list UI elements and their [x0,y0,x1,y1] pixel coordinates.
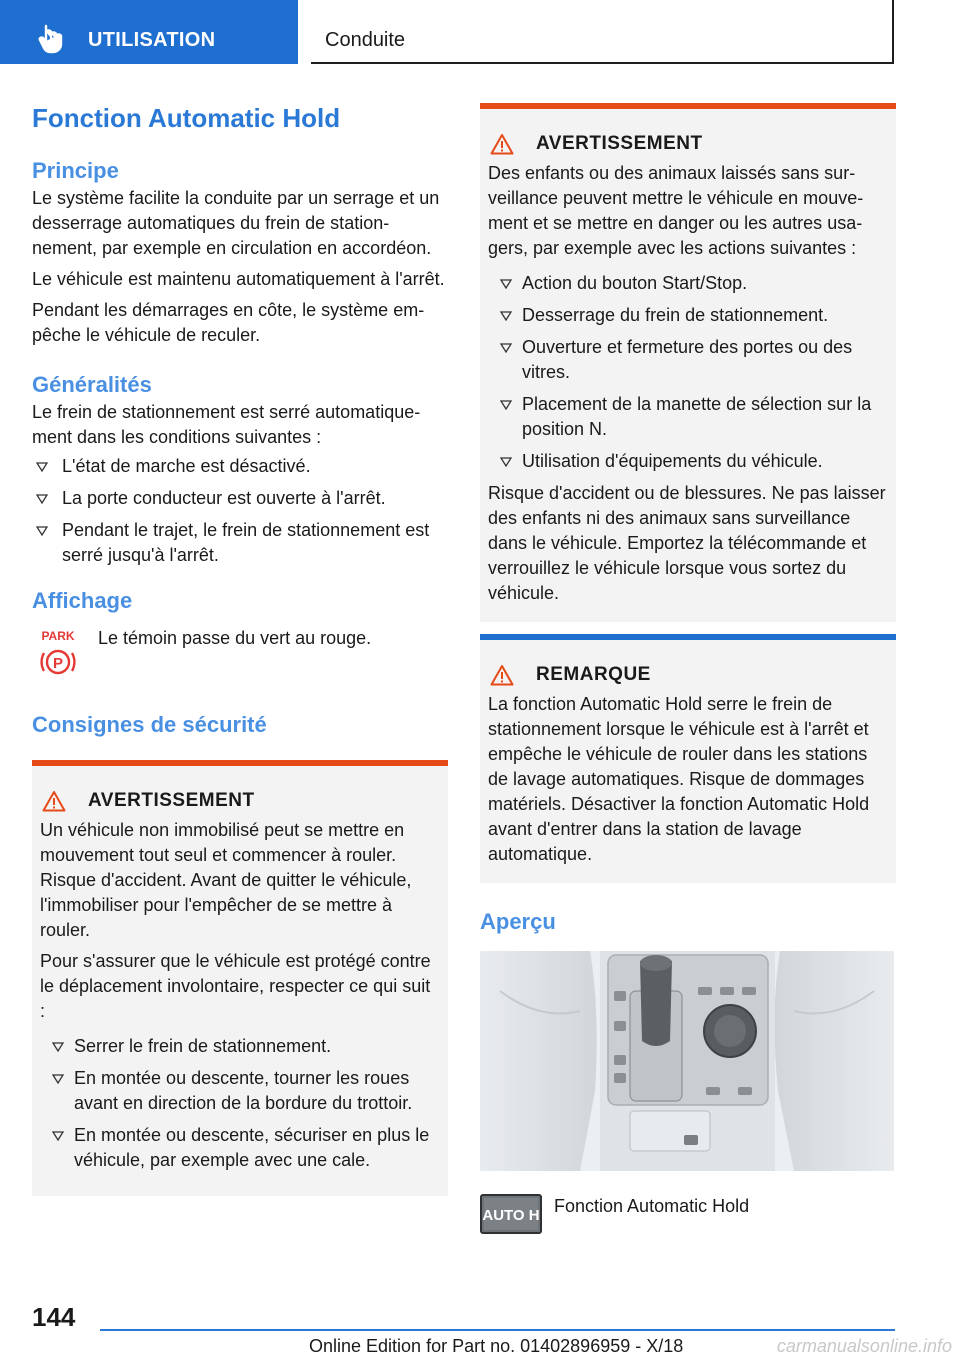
warning-header [40,788,440,814]
triangle-bullet-icon [52,1042,64,1052]
warning-list [488,271,888,474]
svg-text:PARK: PARK [41,629,75,643]
list-item: Pendant le trajet, le frein de stationnement est serré jusqu'à l'arrêt. [32,518,448,568]
triangle-bullet-icon [500,343,512,353]
list-item: Desserrage du frein de stationnement. [488,303,888,328]
triangle-bullet-icon [52,1131,64,1141]
warning-label: AVERTISSEMENT [536,133,703,154]
triangle-bullet-icon [500,279,512,289]
list-item: En montée ou descente, sécuriser en plus le véhicule, par exemple avec une cale. [40,1123,440,1173]
list-item: Action du bouton Start/Stop. [488,271,888,296]
principe-paragraph: Le système facilite la conduite par un serrage et un desserrage automatiques du frein de stationnement, par exemple en circulation en accordéon. [32,188,440,258]
principe-paragraph: Pendant les démarrages en côte, le système empêche le véhicule de reculer. [32,300,425,345]
warning-label: AVERTISSEMENT [88,790,255,811]
footer-edition: Online Edition for Part no. 01402896959 - X/18 [309,1336,684,1356]
remarque-label: REMARQUE [536,664,651,685]
svg-text:AUTO H: AUTO H [482,1207,540,1224]
list-item: La porte conducteur est ouverte à l'arrêt. [32,486,448,511]
list-item: L'état de marche est désactivé. [32,454,448,479]
park-brake-indicator-icon [32,626,84,680]
principe-paragraph: Le véhicule est maintenu automatiquement à l'arrêt. [32,269,445,289]
generalites-intro: Le frein de stationnement est serré automatiquement dans les conditions suivantes : [32,402,421,447]
triangle-bullet-icon [52,1074,64,1084]
footer-watermark: carmanualsonline.info [776,1336,952,1356]
affichage-text: Le témoin passe du vert au rouge. [98,628,372,648]
remarque-text: La fonction Automatic Hold serre le frein de stationnement lorsque le véhicule est à l'arrêt et empêche le véhicule de rouler dans les stations de lavage automatiques. Risque de dommages matériels. Désactiver la fonction Automatic Hold avant d'entrer dans la station de lavage automatique. [488,694,870,864]
caption-row [480,1194,896,1234]
header-section-tab [0,0,298,64]
chapter-label: Conduite [325,29,406,51]
triangle-bullet-icon [36,494,48,504]
consignes-heading: Consignes de sécurité [32,712,267,737]
caption-text: Fonction Automatic Hold [554,1196,750,1216]
affichage-heading: Affichage [32,588,133,613]
warning-paragraph: Pour s'assurer que le véhicule est protégé contre le déplacement involontaire, respecter ce qui suit : [40,951,431,1021]
right-column [480,103,896,1234]
generalites-heading: Généralités [32,372,152,397]
triangle-bullet-icon [36,462,48,472]
list-item: Ouverture et fermeture des portes ou des vitres. [488,335,888,385]
svg-text:P: P [52,655,64,672]
triangle-bullet-icon [500,400,512,410]
list-item: En montée ou descente, tourner les roues avant en direction de la bordure du trottoir. [40,1066,440,1116]
warning-list [40,1034,440,1173]
list-item: Serrer le frein de stationnement. [40,1034,440,1059]
section-label: UTILISATION [88,29,216,51]
list-item: Placement de la manette de sélection sur la position N. [488,392,888,442]
principe-heading: Principe [32,158,119,183]
page-title: Fonction Automatic Hold [32,103,341,133]
auto-hold-button-icon [480,1194,542,1234]
apercu-heading: Aperçu [480,909,556,934]
warning-header [488,131,888,157]
remarque-box [480,634,896,883]
triangle-bullet-icon [36,526,48,536]
triangle-bullet-icon [500,311,512,321]
list-item: Utilisation d'équipements du véhicule. [488,449,888,474]
triangle-bullet-icon [500,457,512,467]
warning-intro: Des enfants ou des animaux laissés sans surveillance peuvent mettre le véhicule en mouvement et se mettre en danger ou les autres usagers, par exemple avec les actions suivantes : [488,163,864,258]
generalites-list [32,454,448,568]
warning-outro: Risque d'accident ou de blessures. Ne pas laisser des enfants ni des animaux sans surveillance dans le véhicule. Emportez la télécommande et verrouillez le véhicule lorsque vous sortez du véhicule. [488,483,886,603]
center-console-illustration [480,951,894,1171]
warning-triangle-icon [42,790,66,812]
warning-box [32,760,448,1196]
header-chapter-box [311,0,894,64]
left-column [32,100,448,1196]
hand-pointer-icon [38,24,64,54]
affichage-row [32,626,448,680]
warning-paragraph: Un véhicule non immobilisé peut se mettre en mouvement tout seul et commencer à rouler. Risque d'accident. Avant de quitter le véhicule, l'immobiliser pour l'empêcher de se mettre à rouler. [40,820,412,940]
warning-box [480,103,896,622]
page-number: 144 [32,1302,76,1332]
warning-triangle-icon [490,664,514,686]
footer-divider [100,1329,895,1331]
warning-triangle-icon [490,133,514,155]
remarque-header [488,662,888,688]
